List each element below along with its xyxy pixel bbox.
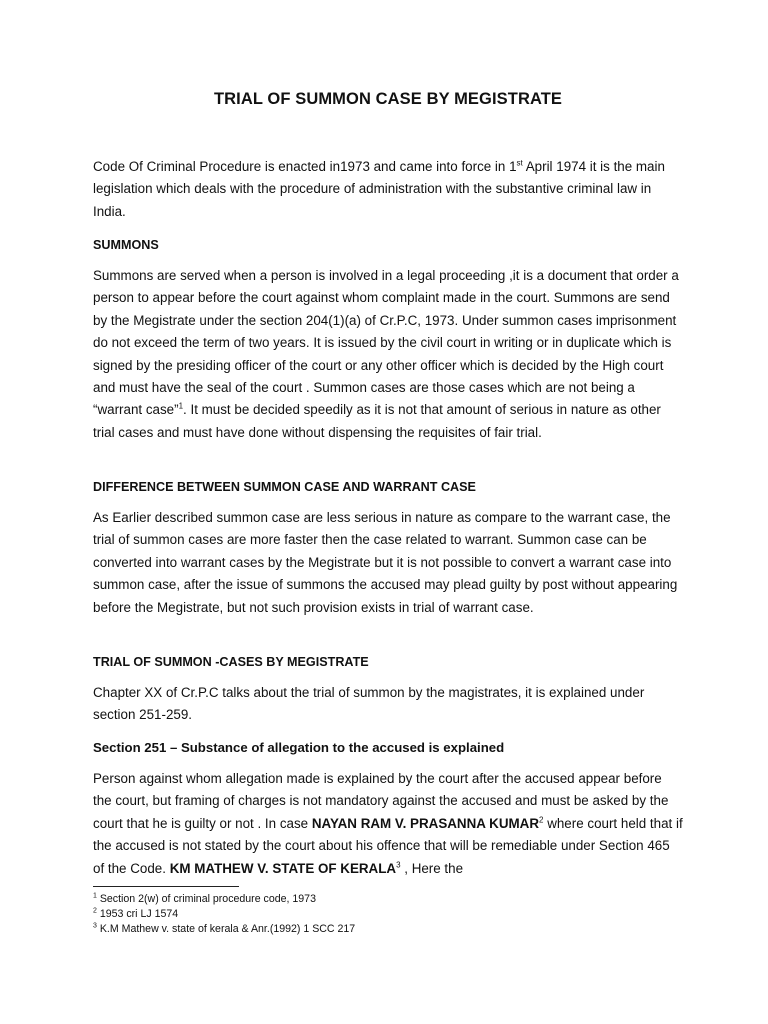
difference-heading: DIFFERENCE BETWEEN SUMMON CASE AND WARRANT CASE [93,480,476,494]
difference-paragraph [93,507,683,619]
footnote-number: 1 [93,892,97,900]
trial-heading: TRIAL OF SUMMON -CASES BY MEGISTRATE [93,655,369,669]
section-251-paragraph [93,768,683,880]
summons-paragraph [93,265,683,444]
summons-text-part-2: . It must be decided speedily as it is not that amount of serious in nature as other trial cases and must have done without dispensing the requisites of fair trial. [93,402,661,440]
intro-text-part-2: April 1974 it is the main legislation which deals with the procedure of administration with the substantive criminal law in India. [93,159,665,219]
footnote-number: 2 [93,907,97,915]
footnote-item [93,892,683,907]
document-title: TRIAL OF SUMMON CASE BY MEGISTRATE [213,90,563,108]
trial-paragraph [93,682,683,727]
footnote-ref-3[interactable]: 3 [396,860,401,870]
footnote-text: Section 2(w) of criminal procedure code, 1973 [96,893,316,905]
summons-text-part-1: Summons are served when a person is involved in a legal proceeding ,it is a document that order a person to appear before the court against whom complaint made in the court. Summons are send by the Megistrate under the section 204(1)(a) of Cr.P.C, 1973. Under summon cases imprisonment do not exceed the term of two years. It is issued by the civil court in writing or in duplicate which is signed by the presiding officer of the court or any other officer which is decided by the High court and must have the seal of the court . Summon cases are those cases which are not being a “warrant case” [93,268,679,418]
section-251-heading: Section 251 – Substance of allegation to the accused is explained [93,740,505,755]
section-251-text-part-2: where court held that if the accused is not stated by the court about his offence that will be remediable under Section 465 of the Code. [93,815,683,876]
footnote-text: 1953 cri LJ 1574 [96,908,179,920]
difference-text: As Earlier described summon case are less serious in nature as compare to the warrant case, the trial of summon cases are more faster then the case related to warrant. Summon case can be converted into warrant cases by the Megistrate but it is not possible to convert a warrant case into summon case, after the issue of summons the accused may plead guilty by post without appearing before the Megistrate, but not such provision exists in trial of warrant case. [93,510,678,615]
footnotes [93,892,683,937]
section-251-text-part-1: Person against whom allegation made is explained by the court after the accused appear before the court, but framing of charges is not mandatory against the accused and must be asked by the court that he is guilty or not . In case [93,771,669,831]
trial-text: Chapter XX of Cr.P.C talks about the trial of summon by the magistrates, it is explained under section 251-259. [93,685,645,723]
intro-text-part-1: Code Of Criminal Procedure is enacted in1973 and came into force in 1 [93,159,517,174]
footnote-item [93,922,683,937]
footnote-ref-2[interactable]: 2 [539,815,544,825]
footnote-text: K.M Mathew v. state of kerala & Anr.(1992) 1 SCC 217 [96,923,356,935]
case-name-nayan-ram: NAYAN RAM V. PRASANNA KUMAR [311,815,540,831]
section-251-text-part-3: , Here the [400,860,464,876]
footnote-number: 3 [93,922,97,930]
footnote-ref-1[interactable]: 1 [178,401,184,411]
footnote-item [93,907,683,922]
summons-heading: SUMMONS [93,238,159,252]
ordinal-suffix: st [516,158,523,168]
case-name-km-mathew: KM MATHEW V. STATE OF KERALA [169,860,397,876]
intro-paragraph [93,156,683,223]
footnote-divider [93,886,239,887]
